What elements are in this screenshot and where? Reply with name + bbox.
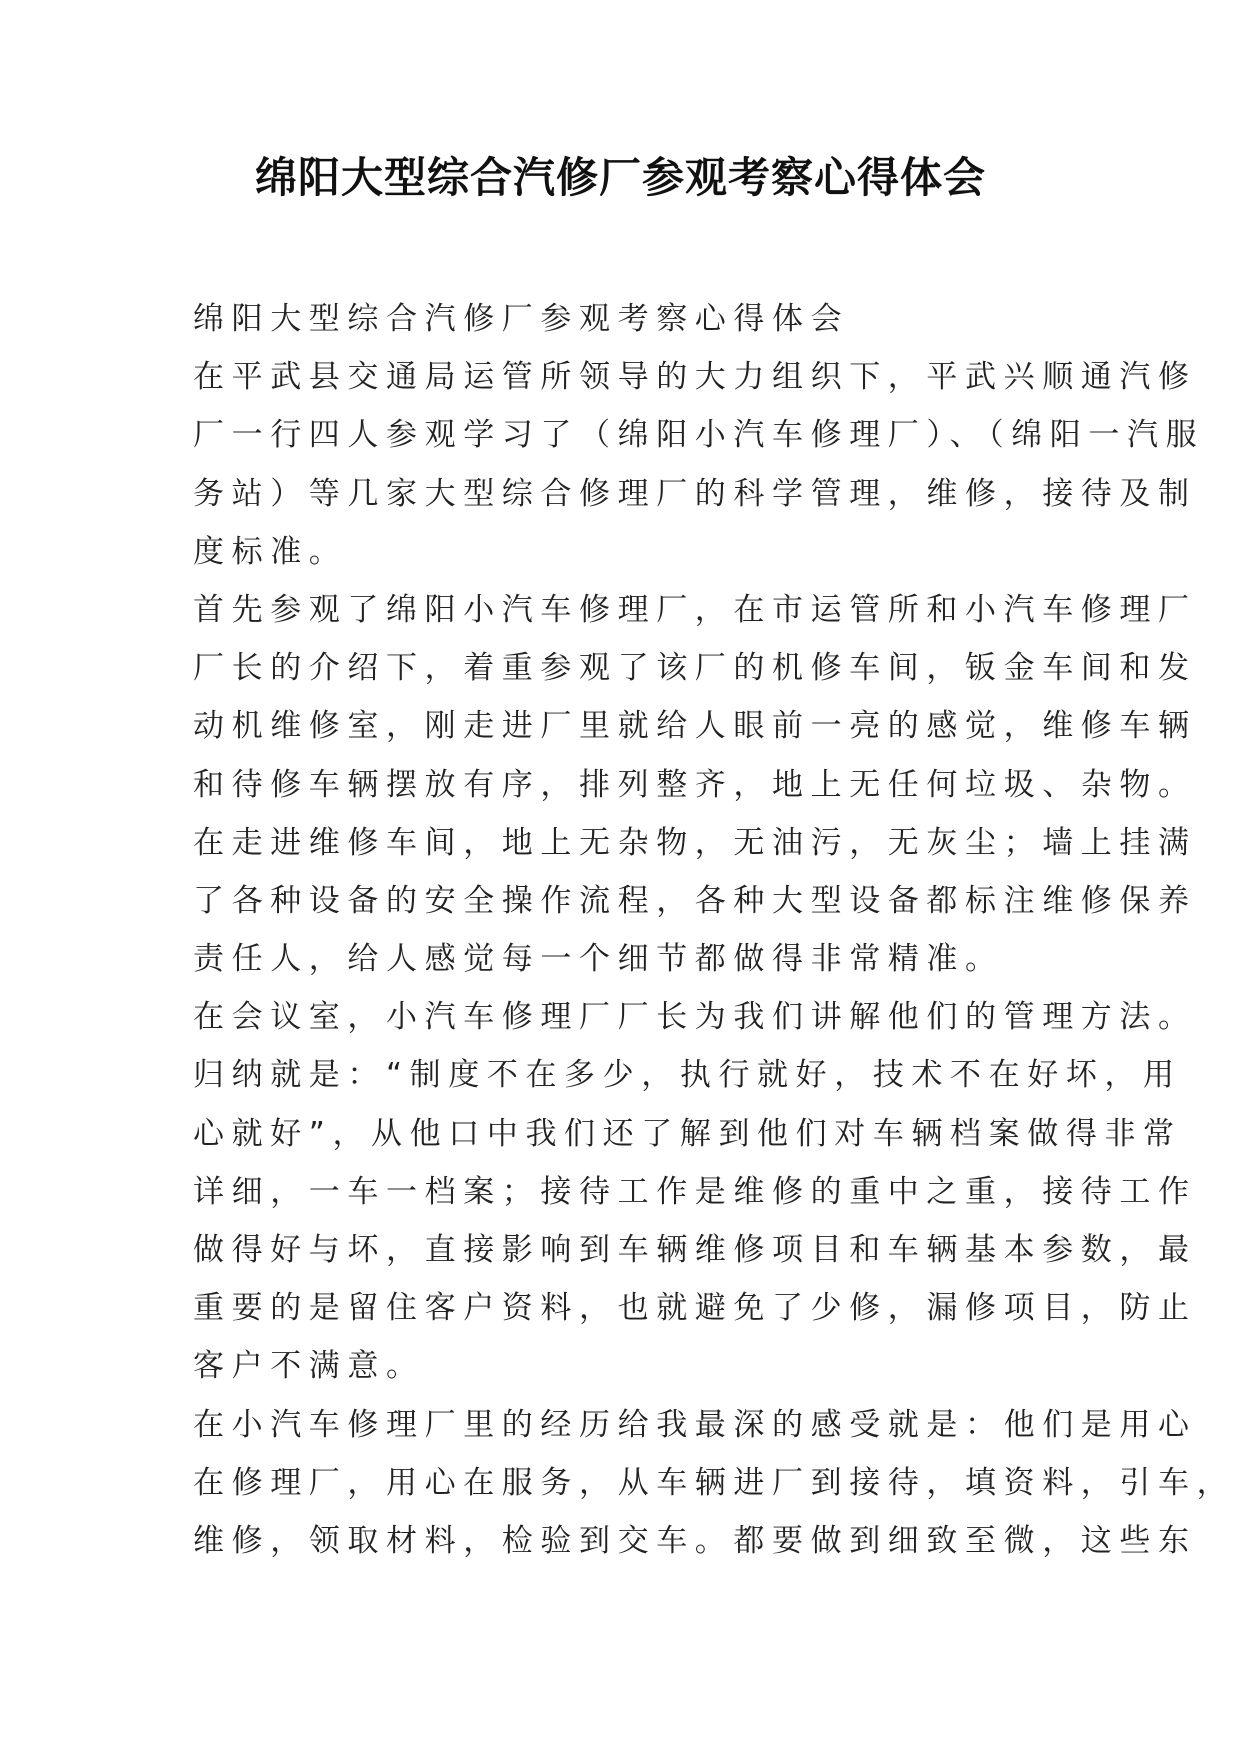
document-title: 绵阳大型综合汽修厂参观考察心得体会 bbox=[254, 153, 986, 202]
body-line: 了各种设备的安全操作流程，各种大型设备都标注维修保养 bbox=[193, 882, 1197, 919]
body-line: 厂一行四人参观学习了（绵阳小汽车修理厂）、（绵阳一汽服 bbox=[193, 417, 1205, 454]
body-line: 客户不满意。 bbox=[193, 1348, 425, 1385]
body-line: 重要的是留住客户资料，也就避免了少修，漏修项目，防止 bbox=[193, 1290, 1197, 1327]
body-line: 在修理厂，用心在服务，从车辆进厂到接待，填资料，引车， bbox=[193, 1464, 1236, 1501]
body-line: 在平武县交通局运管所领导的大力组织下，平武兴顺通汽修 bbox=[193, 359, 1197, 396]
document-body bbox=[193, 290, 1236, 1570]
body-line: 动机维修室，刚走进厂里就给人眼前一亮的感觉，维修车辆 bbox=[193, 708, 1197, 745]
body-line: 在小汽车修理厂里的经历给我最深的感受就是：他们是用心 bbox=[193, 1406, 1197, 1443]
body-line: 责任人，给人感觉每一个细节都做得非常精准。 bbox=[193, 941, 1004, 978]
body-line: 维修，领取材料，检验到交车。都要做到细致至微，这些东 bbox=[193, 1522, 1197, 1559]
body-line: 详细，一车一档案；接待工作是维修的重中之重，接待工作 bbox=[193, 1173, 1197, 1210]
body-line: 在走进维修车间，地上无杂物，无油污，无灰尘；墙上挂满 bbox=[193, 824, 1197, 861]
body-line: 绵阳大型综合汽修厂参观考察心得体会 bbox=[193, 301, 850, 337]
body-line: 度标准。 bbox=[193, 533, 348, 570]
body-line: 心就好”，从他口中我们还了解到他们对车辆档案做得非常 bbox=[193, 1115, 1182, 1152]
body-line: 做得好与坏，直接影响到车辆维修项目和车辆基本参数，最 bbox=[193, 1232, 1197, 1268]
body-line: 在会议室，小汽车修理厂厂长为我们讲解他们的管理方法。 bbox=[193, 999, 1197, 1036]
body-line: 和待修车辆摆放有序，排列整齐，地上无任何垃圾、杂物。 bbox=[193, 766, 1197, 803]
body-line: 务站）等几家大型综合修理厂的科学管理，维修，接待及制 bbox=[193, 475, 1197, 512]
body-line: 首先参观了绵阳小汽车修理厂，在市运管所和小汽车修理厂 bbox=[193, 591, 1197, 628]
body-line: 归纳就是：“制度不在多少，执行就好，技术不在好坏，用 bbox=[193, 1057, 1182, 1094]
body-line: 厂长的介绍下，着重参观了该厂的机修车间，钣金车间和发 bbox=[193, 650, 1197, 687]
